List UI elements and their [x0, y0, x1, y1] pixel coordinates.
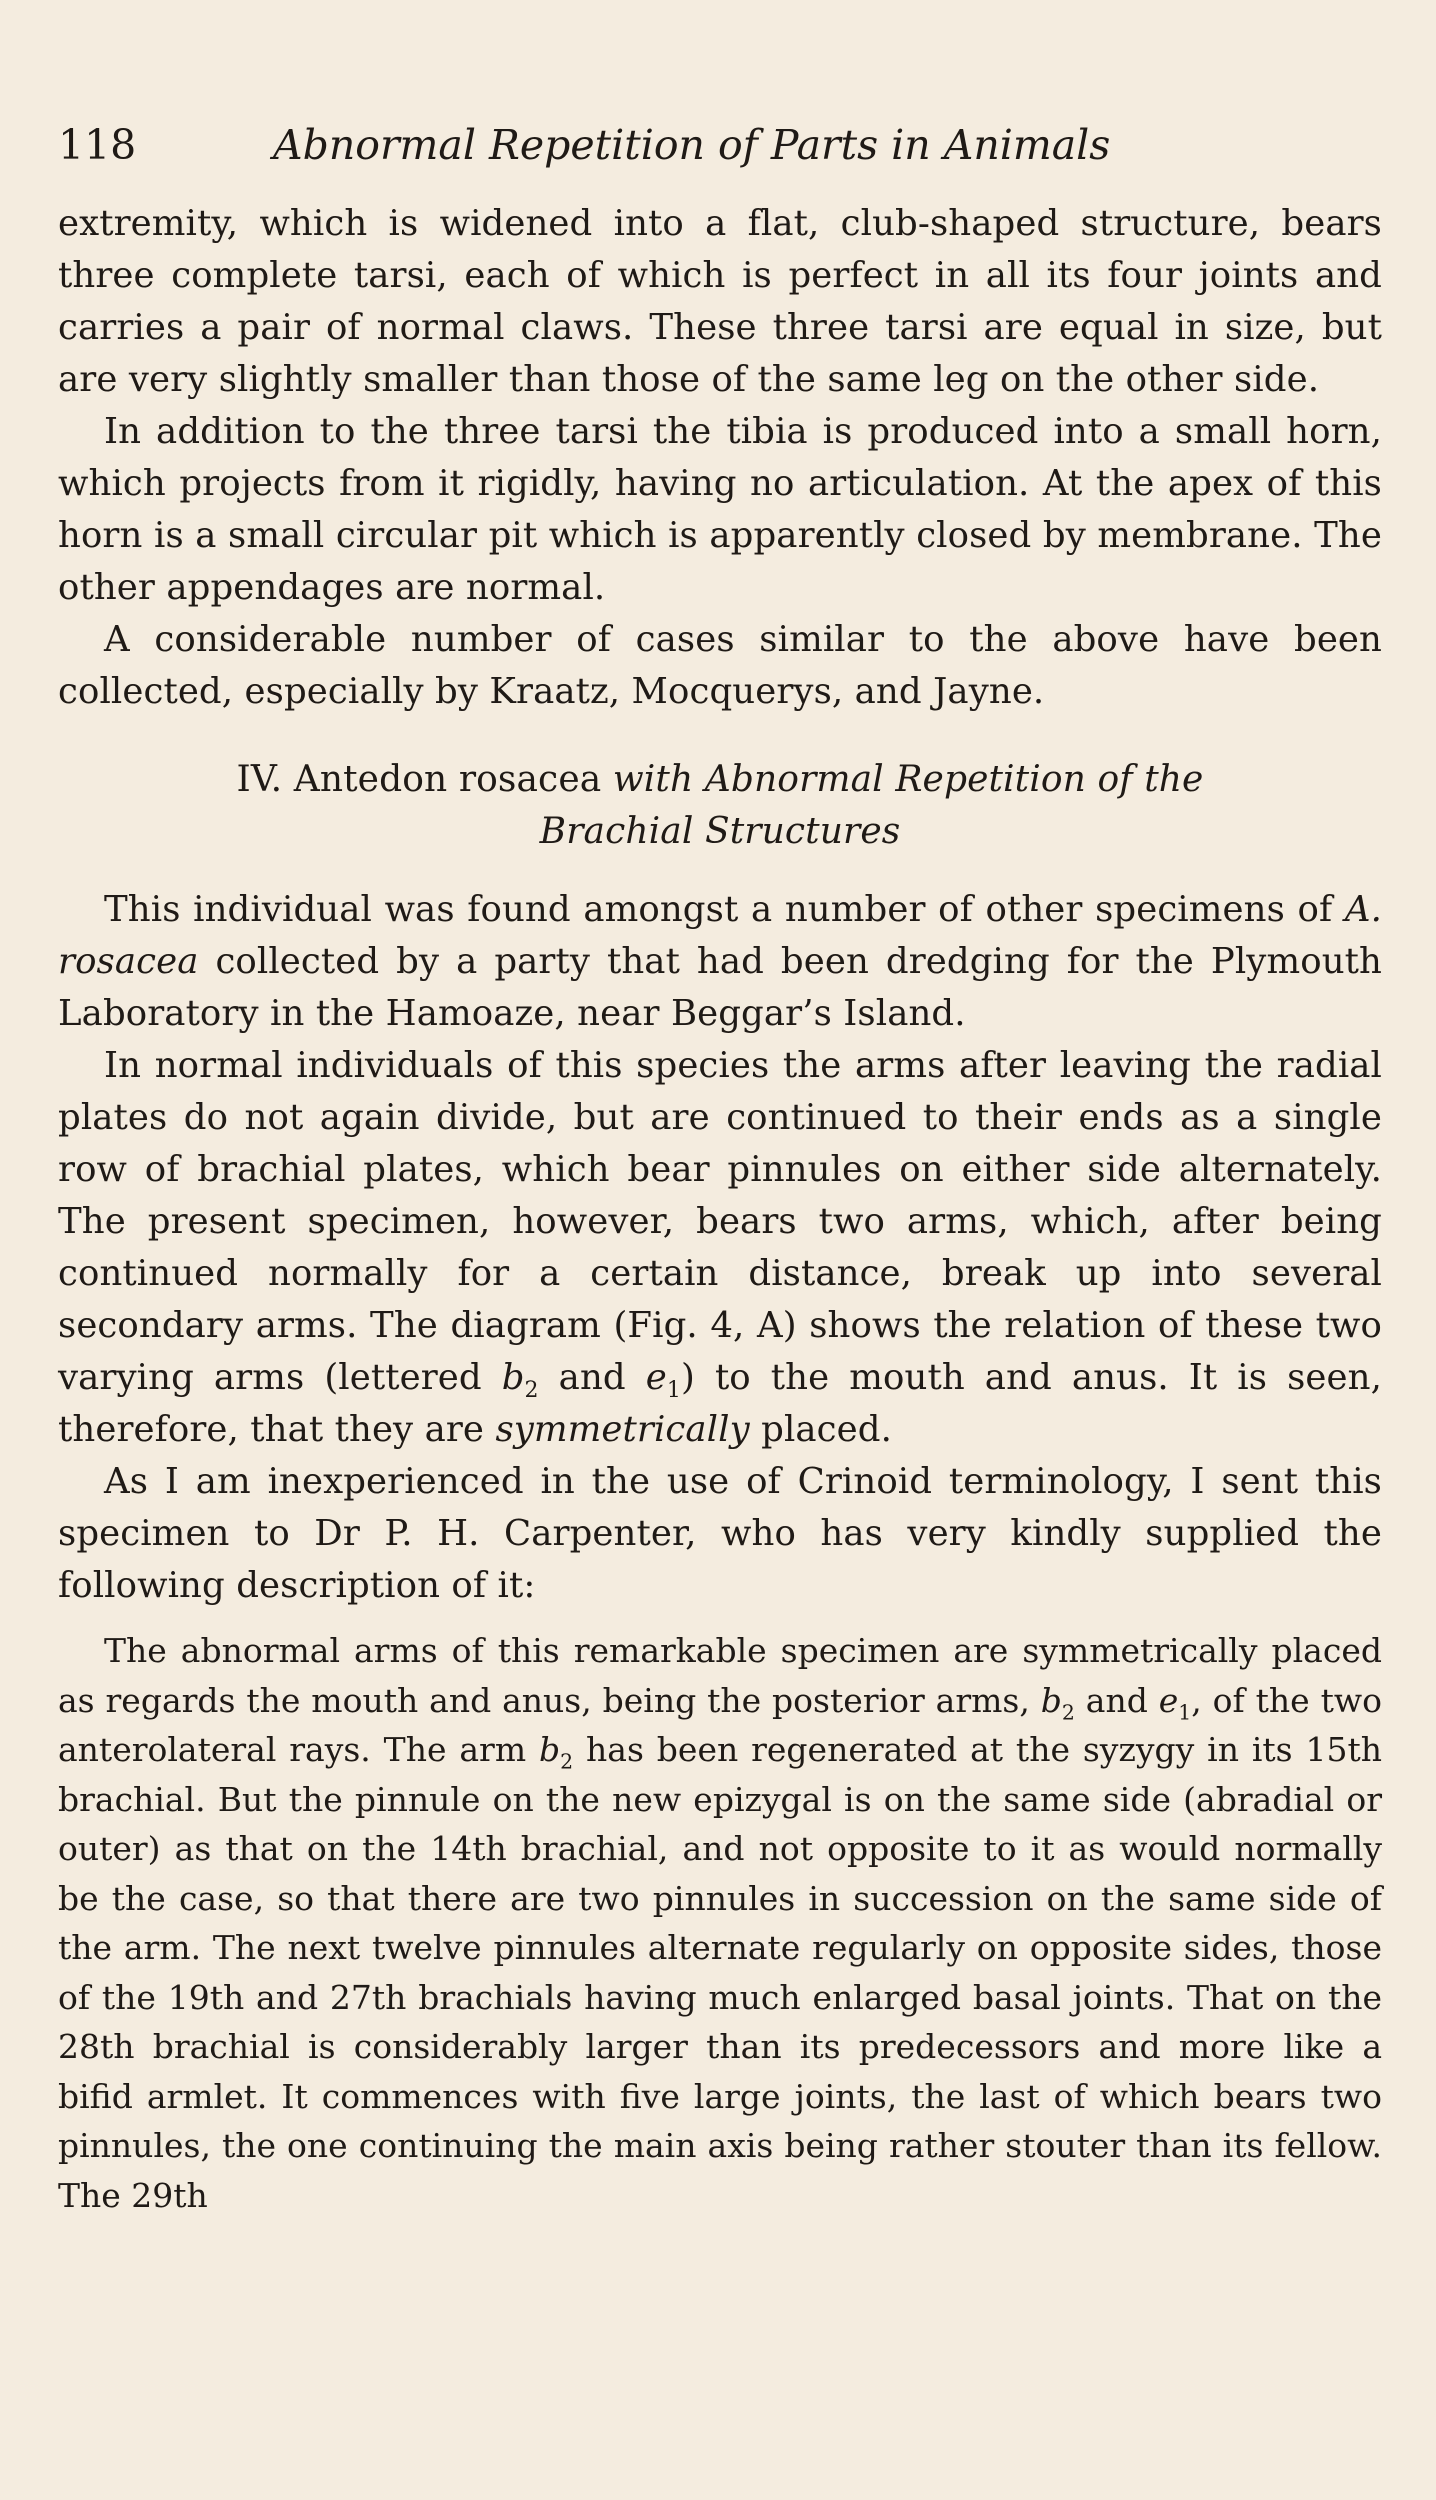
- arm-subscript: 2: [1061, 1700, 1075, 1725]
- arm-subscript: 2: [524, 1378, 539, 1404]
- quote-paragraph: [58, 1626, 1382, 2220]
- body-text: [58, 198, 1382, 1612]
- paragraph-tibia-horn: In addition to the three tarsi the tibia is produced into a small horn, which projects from it rigidly, having no articulation. At the apex of this horn is a small circular pit which is apparently closed by membrane. The other appendages are normal.: [58, 411, 1382, 608]
- paragraph-carpenter: As I am inexperienced in the use of Crinoid terminology, I sent this specimen to Dr P. H. Carpenter, who has very kindly supplied the following description of it:: [58, 1461, 1382, 1606]
- running-title: Abnormal Repetition of Parts in Animals: [273, 121, 1111, 169]
- paragraph-continued: extremity, which is widened into a flat, club-shaped structure, bears three complete tarsi, each of which is perfect in all its four joints and carries a pair of normal claws. These three tarsi are equal in size, but are very slightly smaller than those of the same leg on the other side.: [58, 203, 1382, 400]
- text-run: placed.: [749, 1409, 892, 1450]
- emphasis: symmetrically: [495, 1409, 750, 1450]
- page-number: 118: [58, 121, 137, 169]
- text-run: has been regenerated at the syzygy in its 15th brachial. But the pinnule on the new epizygal is on the same side (abradial or outer) as that on the 14th brachial, and not opposite to it as would normally be the case, so that there are two pinnules in succession on the same side of the arm. The next twelve pinnules alternate regularly on opposite sides, those of the 19th and 27th brachials having much enlarged basal joints. That on the 28th brachial is considerably larger than its predecessors and more like a bifid armlet. It commences with five large joints, the last of which bears two pinnules, the one continuing the main axis being rather stouter than its fellow. The 29th: [58, 1730, 1382, 2215]
- arm-subscript: 1: [666, 1378, 681, 1404]
- quoted-description: [58, 1626, 1382, 2220]
- species-name: A. rosacea: [58, 889, 1382, 982]
- text-run: ) to the mouth and anus. It is seen, therefore, that they are: [58, 1357, 1382, 1450]
- section-title-italic-2: Brachial Structures: [539, 811, 901, 852]
- section-species: Antedon rosacea: [293, 759, 602, 800]
- arm-subscript: 2: [560, 1749, 574, 1774]
- text-run: and: [1074, 1680, 1159, 1720]
- text-run: collected by a party that had been dredging for the Plymouth Laboratory in the Hamoaze, near Beggar’s Island.: [58, 941, 1382, 1034]
- section-title-italic-1: with Abnormal Repetition of the: [612, 759, 1204, 800]
- text-run: This individual was found amongst a number of other specimens of: [104, 889, 1345, 930]
- paragraph-normal-individuals: [58, 1040, 1382, 1456]
- text-run: and: [538, 1357, 646, 1398]
- arm-letter: b: [1040, 1680, 1062, 1720]
- arm-letter: e: [1158, 1680, 1179, 1720]
- text-run: In normal individuals of this species the arms after leaving the radial plates do not again divide, but are continued to their ends as a single row of brachial plates, which bear pinnules on either side alternately. The present specimen, however, bears two arms, which, after being continued normally for a certain distance, break up into several secondary arms. The diagram (Fig. 4, A) shows the relation of these two varying arms (lettered: [58, 1045, 1382, 1398]
- section-heading-line-1: [58, 754, 1382, 806]
- section-numeral: IV.: [236, 759, 283, 800]
- paragraph-cases: A considerable number of cases similar to the above have been collected, especially by Kraatz, Mocquerys, and Jayne.: [58, 619, 1382, 712]
- book-page: [58, 110, 1382, 2220]
- arm-letter: e: [645, 1357, 667, 1398]
- text-run: , of the two anterolateral rays. The arm: [58, 1680, 1382, 1769]
- arm-letter: b: [501, 1357, 525, 1398]
- running-head: [58, 110, 1382, 180]
- text-run: The abnormal arms of this remarkable specimen are symmetrically placed as regards the mouth and anus, being the posterior arms,: [58, 1631, 1382, 1720]
- section-heading: [58, 754, 1382, 858]
- arm-letter: b: [539, 1730, 561, 1769]
- arm-subscript: 1: [1178, 1700, 1192, 1725]
- paragraph-specimen-found: [58, 884, 1382, 1040]
